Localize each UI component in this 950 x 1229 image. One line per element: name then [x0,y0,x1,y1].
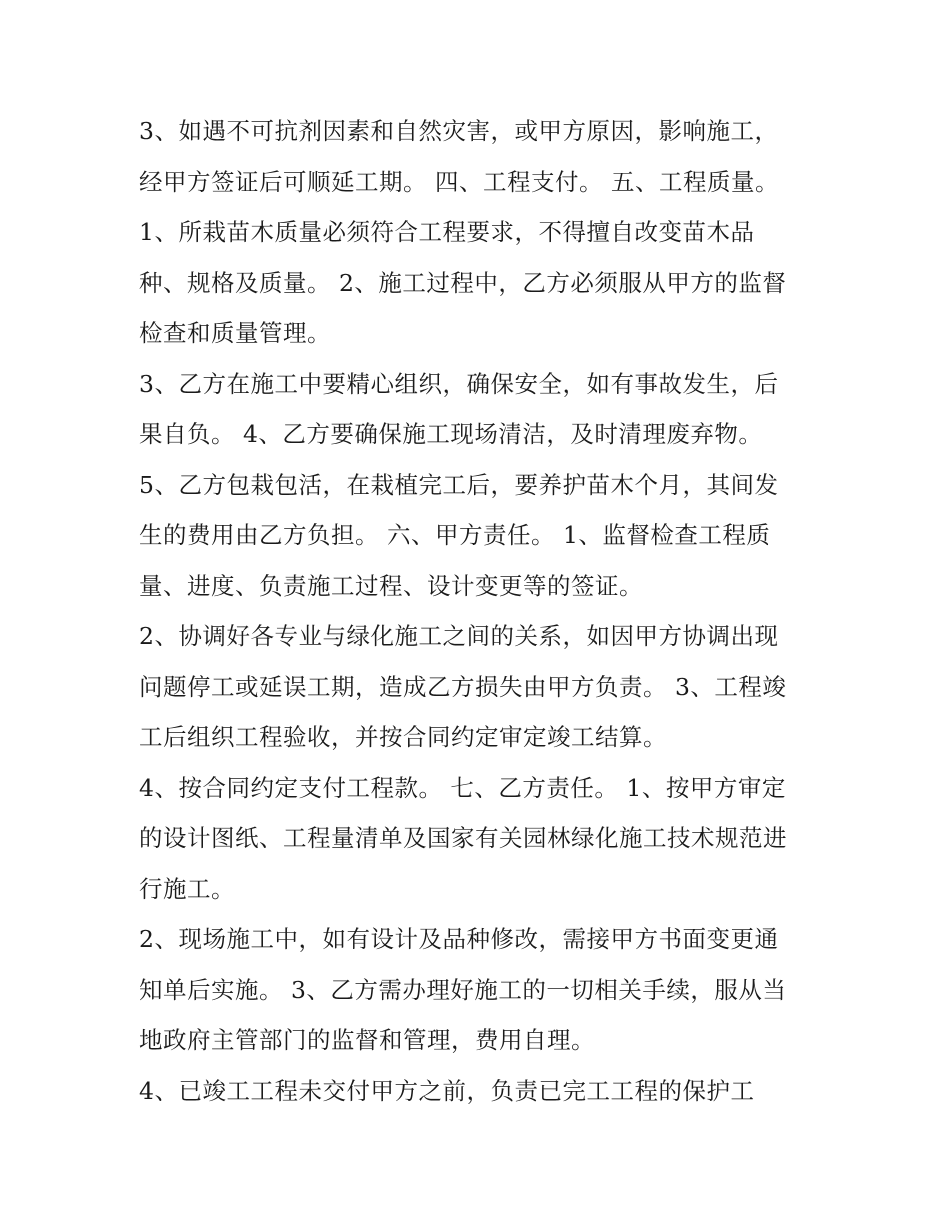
text-line: 3、乙方在施工中要精心组织，确保安全，如有事故发生，后 [139,369,779,398]
text-line: 生的费用由乙方负担。 六、甲方责任。 1、监督检查工程质 [139,521,771,549]
paragraph [139,914,819,1066]
text-line: 的设计图纸、工程量清单及国家有关园林绿化施工技术规范进 [139,824,787,852]
text-line: 2、现场施工中，如有设计及品种修改，需接甲方书面变更通 [139,925,779,953]
text-line: 种、规格及质量。 2、施工过程中，乙方必须服从甲方的监督 [139,268,787,297]
text-line: 行施工。 [139,874,235,903]
text-line: 5、乙方包栽包活，在栽植完工后，要养护苗木个月，其间发 [139,470,779,499]
paragraph [139,611,819,763]
text-line: 量、进度、负责施工过程、设计变更等的签证。 [139,571,643,600]
text-line: 4、按合同约定支付工程款。 七、乙方责任。 1、按甲方审定 [139,773,786,802]
paragraph [139,359,819,460]
text-line: 果自负。 4、乙方要确保施工现场清洁，及时清理废弃物。 [139,420,763,448]
text-line: 问题停工或延误工期，造成乙方损失由甲方负责。 3、工程竣 [139,672,787,701]
paragraph [139,207,819,359]
paragraph [139,460,819,612]
text-line: 2、协调好各专业与绿化施工之间的关系，如因甲方协调出现 [139,622,779,650]
document-body [139,106,819,1116]
text-line: 经甲方签证后可顺延工期。 四、工程支付。 五、工程质量。 [139,167,779,196]
text-line: 3、如遇不可抗剂因素和自然灾害，或甲方原因，影响施工， [139,117,779,145]
text-line: 检查和质量管理。 [139,319,331,347]
text-line: 4、已竣工工程未交付甲方之前，负责已完工工程的保护工 [139,1076,755,1105]
text-line: 工后组织工程验收，并按合同约定审定竣工结算。 [139,723,667,751]
paragraph [139,763,819,915]
paragraph [139,1066,819,1117]
text-line: 地政府主管部门的监督和管理，费用自理。 [139,1026,595,1054]
text-line: 知单后实施。 3、乙方需办理好施工的一切相关手续，服从当 [139,975,787,1004]
text-line: 1、所栽苗木质量必须符合工程要求，不得擅自改变苗木品 [139,218,755,246]
paragraph [139,106,819,207]
